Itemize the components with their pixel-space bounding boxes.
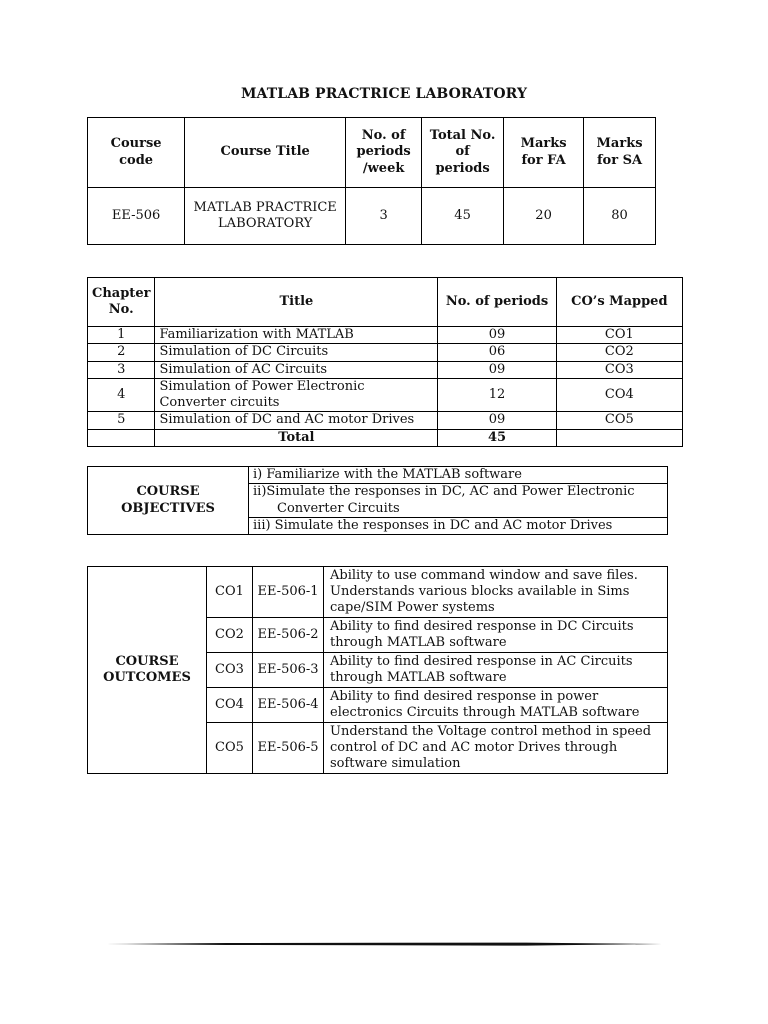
course-table-row — [88, 188, 656, 245]
total-empty-cell-co — [556, 429, 682, 446]
objectives-table — [87, 466, 668, 535]
marks-sa: 80 — [584, 188, 656, 245]
chapter-table-header-row — [88, 278, 683, 327]
header-course-code: Course code — [88, 118, 185, 188]
outcomes-table — [87, 566, 668, 774]
course-table-header-row — [88, 118, 656, 188]
table-row — [88, 378, 683, 412]
outcome-code: EE-506-5 — [253, 723, 324, 774]
chapter-periods: 06 — [438, 344, 556, 361]
header-course-title: Course Title — [185, 118, 346, 188]
total-label: Total — [155, 429, 438, 446]
chapter-no: 5 — [88, 412, 155, 429]
header-periods-week: No. of periods /week — [346, 118, 422, 188]
marks-fa: 20 — [504, 188, 584, 245]
total-empty-cell — [88, 429, 155, 446]
outcome-co: CO1 — [207, 567, 253, 618]
chapter-no: 2 — [88, 344, 155, 361]
chapter-title: Simulation of DC Circuits — [155, 344, 438, 361]
outcome-code: EE-506-1 — [253, 567, 324, 618]
outcome-code: EE-506-4 — [253, 688, 324, 723]
table-row — [88, 344, 683, 361]
chapter-periods: 09 — [438, 412, 556, 429]
chapter-no: 3 — [88, 361, 155, 378]
outcome-code: EE-506-3 — [253, 653, 324, 688]
chapter-periods: 09 — [438, 327, 556, 344]
header-marks-fa: Marks for FA — [504, 118, 584, 188]
outcomes-heading: COURSE OUTCOMES — [88, 567, 207, 774]
footer-rule — [106, 942, 662, 946]
header-cos-mapped: CO’s Mapped — [556, 278, 682, 327]
total-periods: 45 — [422, 188, 504, 245]
objective-line: ii)Simulate the responses in DC, AC and Power Electronic — [253, 484, 635, 500]
page-title: MATLAB PRACTRICE LABORATORY — [240, 86, 528, 102]
header-total-periods: Total No. of periods — [422, 118, 504, 188]
outcome-desc: Understand the Voltage control method in speed control of DC and AC motor Drives through software simulation — [324, 723, 668, 774]
header-marks-sa: Marks for SA — [584, 118, 656, 188]
objectives-heading: COURSE OBJECTIVES — [88, 467, 249, 535]
chapter-no: 1 — [88, 327, 155, 344]
table-row — [88, 361, 683, 378]
outcome-desc: Ability to find desired response in AC Circuits through MATLAB software — [324, 653, 668, 688]
outcome-code: EE-506-2 — [253, 618, 324, 653]
outcome-co: CO3 — [207, 653, 253, 688]
objective-row — [88, 467, 668, 484]
outcome-desc: Ability to find desired response in power electronics Circuits through MATLAB software — [324, 688, 668, 723]
outcome-row — [88, 567, 668, 618]
outcome-desc: Ability to use command window and save files. Understands various blocks available in Sims cape/SIM Power systems — [324, 567, 668, 618]
chapter-co: CO4 — [556, 378, 682, 412]
chapter-periods: 12 — [438, 378, 556, 412]
objective-line-continued: Converter Circuits — [277, 500, 400, 516]
course-code: EE-506 — [88, 188, 185, 245]
table-row — [88, 327, 683, 344]
objective-item — [249, 484, 668, 518]
chapter-title: Simulation of Power Electronic Converter circuits — [155, 378, 438, 412]
header-title: Title — [155, 278, 438, 327]
chapter-title: Simulation of AC Circuits — [155, 361, 438, 378]
outcome-desc: Ability to find desired response in DC Circuits through MATLAB software — [324, 618, 668, 653]
course-table — [87, 117, 656, 245]
total-row — [88, 429, 683, 446]
chapter-no: 4 — [88, 378, 155, 412]
course-title: MATLAB PRACTRICE LABORATORY — [185, 188, 346, 245]
objective-item: i) Familiarize with the MATLAB software — [249, 467, 668, 484]
objective-item: iii) Simulate the responses in DC and AC motor Drives — [249, 517, 668, 534]
outcome-co: CO4 — [207, 688, 253, 723]
chapter-co: CO2 — [556, 344, 682, 361]
periods-per-week: 3 — [346, 188, 422, 245]
chapter-title: Simulation of DC and AC motor Drives — [155, 412, 438, 429]
chapter-co: CO5 — [556, 412, 682, 429]
chapter-co: CO1 — [556, 327, 682, 344]
chapter-table — [87, 277, 683, 447]
header-chapter-no: Chapter No. — [88, 278, 155, 327]
header-no-of-periods: No. of periods — [438, 278, 556, 327]
chapter-co: CO3 — [556, 361, 682, 378]
chapter-periods: 09 — [438, 361, 556, 378]
table-row — [88, 412, 683, 429]
outcome-co: CO2 — [207, 618, 253, 653]
outcome-co: CO5 — [207, 723, 253, 774]
total-value: 45 — [438, 429, 556, 446]
chapter-title: Familiarization with MATLAB — [155, 327, 438, 344]
